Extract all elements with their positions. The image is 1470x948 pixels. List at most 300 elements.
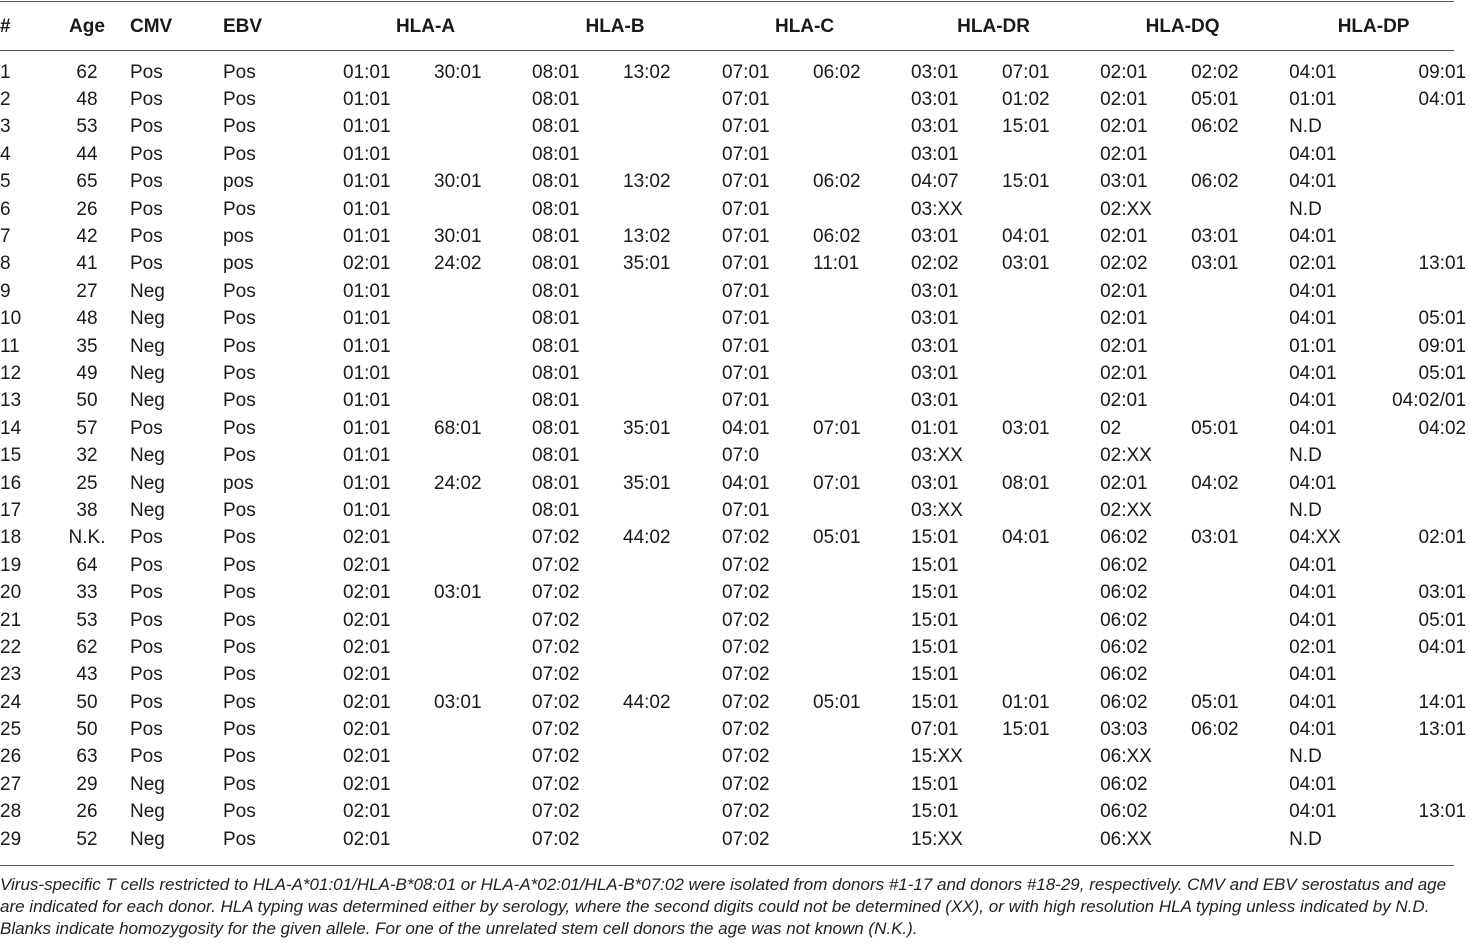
cell-cmv: Pos (130, 691, 163, 713)
cell-hla-dr-1: 03:01 (911, 61, 959, 83)
cell-ebv: Pos (223, 89, 256, 111)
table-row (0, 634, 1470, 661)
cell-hla-c-1: 07:01 (722, 143, 770, 165)
cell-hla-dr-1: 03:01 (911, 390, 959, 412)
cell-hla-dp-2 (1374, 497, 1470, 524)
cell-hla-c-1: 07:01 (722, 308, 770, 330)
cell-hla-dr-1: 15:XX (911, 746, 963, 768)
table-row (0, 141, 1470, 168)
cell-hla-a-1: 02:01 (343, 746, 391, 768)
cell-hla-dr-1: 15:01 (911, 636, 959, 658)
cell-hla-b-2 (617, 607, 710, 634)
cell-hla-a-2 (428, 826, 520, 853)
cell-hla-a-1: 02:01 (343, 554, 391, 576)
cell-ebv: Pos (223, 746, 256, 768)
cell-age: 42 (76, 226, 98, 248)
cell-hla-b-2: 13:02 (623, 61, 671, 83)
cell-hla-c-1: 07:02 (722, 554, 770, 576)
cell-hla-dp-2 (1374, 196, 1470, 223)
cell-hla-c-2 (807, 278, 899, 305)
cell-hla-dp-1: 04:01 (1289, 390, 1337, 412)
cell-age: 25 (76, 472, 98, 494)
cell-hla-dp-2: 14:01 (1418, 691, 1467, 713)
cell-hla-dq-2 (1185, 141, 1277, 168)
cell-hla-dq-2 (1185, 607, 1277, 634)
cell-hla-c-1: 07:01 (722, 362, 770, 384)
cell-hla-dp-2: 02:01 (1418, 527, 1467, 549)
cell-hla-dq-2: 06:02 (1191, 719, 1239, 741)
cell-hla-b-2 (617, 826, 710, 853)
cell-index: 13 (0, 390, 22, 412)
cell-index: 28 (0, 801, 22, 823)
cell-hla-a-2 (428, 634, 520, 661)
cell-hla-b-1: 07:02 (532, 636, 580, 658)
cell-hla-dr-1: 03:01 (911, 89, 959, 111)
cell-hla-c-1: 07:01 (722, 171, 770, 193)
cell-hla-c-2 (807, 716, 899, 743)
cell-hla-dq-2: 04:02 (1191, 472, 1239, 494)
cell-hla-b-2 (617, 86, 710, 113)
cell-hla-dp-1: N.D (1289, 828, 1322, 850)
cell-hla-dp-1: 04:01 (1289, 691, 1337, 713)
cell-hla-dp-1: 04:01 (1289, 417, 1337, 439)
cell-hla-c-2 (807, 744, 899, 771)
cell-hla-dq-2 (1185, 826, 1277, 853)
cell-hla-b-1: 07:02 (532, 801, 580, 823)
cell-hla-b-2 (617, 278, 710, 305)
cell-hla-dp-2 (1374, 744, 1470, 771)
cell-cmv: Neg (130, 280, 165, 302)
cell-hla-dr-2 (996, 552, 1088, 579)
cell-hla-b-1: 07:02 (532, 691, 580, 713)
cell-hla-dq-1: 02:01 (1100, 390, 1148, 412)
cell-age: 41 (76, 253, 98, 275)
cell-hla-b-2 (617, 579, 710, 606)
cell-hla-dr-1: 15:XX (911, 828, 963, 850)
cell-index: 25 (0, 719, 22, 741)
table-row (0, 525, 1470, 552)
cell-cmv: Pos (130, 636, 163, 658)
cell-hla-b-2: 44:02 (623, 527, 671, 549)
cell-hla-a-2 (428, 497, 520, 524)
cell-hla-a-1: 02:01 (343, 691, 391, 713)
cell-hla-dq-1: 02:01 (1100, 362, 1148, 384)
cell-age: 44 (76, 143, 98, 165)
cell-ebv: Pos (223, 691, 256, 713)
cell-hla-dr-2: 07:01 (1002, 61, 1050, 83)
cell-ebv: Pos (223, 609, 256, 631)
cell-hla-dq-1: 06:02 (1100, 801, 1148, 823)
table-row (0, 251, 1470, 278)
cell-ebv: Pos (223, 362, 256, 384)
table-row (0, 306, 1470, 333)
cell-hla-dr-2: 04:01 (1002, 527, 1050, 549)
cell-age: 64 (76, 554, 98, 576)
cell-ebv: Pos (223, 636, 256, 658)
cell-hla-a-1: 02:01 (343, 773, 391, 795)
cell-age: 29 (76, 773, 98, 795)
cell-index: 24 (0, 691, 22, 713)
cell-hla-dr-2 (996, 360, 1088, 387)
cell-ebv: Pos (223, 335, 256, 357)
cell-hla-a-1: 01:01 (343, 280, 391, 302)
cell-hla-b-1: 08:01 (532, 143, 580, 165)
cell-hla-a-2 (428, 607, 520, 634)
cell-hla-b-1: 07:02 (532, 828, 580, 850)
cell-cmv: Pos (130, 554, 163, 576)
cell-cmv: Pos (130, 527, 163, 549)
cell-hla-b-1: 08:01 (532, 335, 580, 357)
cell-hla-c-1: 07:01 (722, 89, 770, 111)
cell-ebv: Pos (223, 445, 256, 467)
cell-hla-c-2: 07:01 (813, 417, 861, 439)
header-cmv: CMV (130, 16, 173, 37)
cell-hla-b-1: 08:01 (532, 390, 580, 412)
cell-hla-c-2 (807, 86, 899, 113)
cell-hla-c-2: 06:02 (813, 61, 861, 83)
cell-hla-c-1: 07:01 (722, 499, 770, 521)
cell-hla-b-2 (617, 306, 710, 333)
cell-ebv: Pos (223, 582, 256, 604)
cell-ebv: Pos (223, 664, 256, 686)
cell-hla-dq-1: 02:01 (1100, 335, 1148, 357)
bottom-rule (0, 865, 1454, 866)
cell-hla-dq-2 (1185, 278, 1277, 305)
cell-index: 23 (0, 664, 22, 686)
cell-hla-dp-1: 04:01 (1289, 308, 1337, 330)
top-rule (0, 1, 1454, 2)
cell-hla-c-1: 07:02 (722, 609, 770, 631)
cell-hla-b-2: 35:01 (623, 253, 671, 275)
cell-hla-dp-1: 04:XX (1289, 527, 1341, 549)
cell-hla-b-1: 07:02 (532, 719, 580, 741)
cell-hla-c-2: 11:01 (813, 253, 860, 275)
cell-hla-dp-2 (1374, 278, 1470, 305)
cell-hla-dr-2 (996, 826, 1088, 853)
table-row (0, 388, 1470, 415)
cell-hla-dp-1: 04:01 (1289, 61, 1337, 83)
cell-hla-dp-1: 04:01 (1289, 719, 1337, 741)
cell-hla-dq-1: 06:XX (1100, 828, 1152, 850)
cell-hla-c-2 (807, 771, 899, 798)
cell-hla-c-1: 07:01 (722, 61, 770, 83)
cell-hla-a-2 (428, 360, 520, 387)
cell-age: 38 (76, 499, 98, 521)
cell-cmv: Neg (130, 499, 165, 521)
cell-hla-b-1: 07:02 (532, 773, 580, 795)
cell-hla-b-1: 08:01 (532, 198, 580, 220)
cell-age: 62 (76, 636, 98, 658)
cell-hla-dq-1: 06:02 (1100, 554, 1148, 576)
cell-hla-dq-2: 05:01 (1191, 89, 1239, 111)
cell-hla-a-1: 01:01 (343, 499, 391, 521)
cell-hla-c-1: 07:02 (722, 636, 770, 658)
cell-hla-a-1: 01:01 (343, 89, 391, 111)
cell-age: 53 (76, 609, 98, 631)
cell-hla-a-1: 01:01 (343, 472, 391, 494)
cell-ebv: Pos (223, 61, 256, 83)
cell-hla-dp-2 (1374, 169, 1470, 196)
cell-hla-dq-1: 03:01 (1100, 171, 1148, 193)
table-row (0, 799, 1470, 826)
cell-hla-dr-1: 03:XX (911, 198, 963, 220)
cell-hla-b-2 (617, 497, 710, 524)
cell-index: 2 (0, 89, 11, 111)
cell-hla-dq-2: 05:01 (1191, 417, 1239, 439)
cell-hla-dr-1: 07:01 (911, 719, 959, 741)
cell-age: 50 (76, 691, 98, 713)
cell-index: 21 (0, 609, 22, 631)
cell-hla-c-1: 07:01 (722, 335, 770, 357)
cell-hla-b-2 (617, 196, 710, 223)
cell-hla-dr-2 (996, 744, 1088, 771)
cell-age: 43 (76, 664, 98, 686)
cell-hla-a-2 (428, 744, 520, 771)
cell-hla-dr-2 (996, 579, 1088, 606)
cell-hla-dq-2 (1185, 634, 1277, 661)
table-row (0, 497, 1470, 524)
cell-hla-c-1: 07:02 (722, 746, 770, 768)
cell-hla-dr-1: 03:01 (911, 280, 959, 302)
cell-hla-dq-2: 06:02 (1191, 171, 1239, 193)
cell-hla-dp-2: 13:01 (1418, 253, 1467, 275)
cell-age: 65 (76, 171, 98, 193)
cell-age: 48 (76, 89, 98, 111)
cell-hla-dp-1: 01:01 (1289, 335, 1337, 357)
cell-ebv: Pos (223, 773, 256, 795)
cell-index: 7 (0, 226, 11, 248)
cell-hla-b-1: 08:01 (532, 253, 580, 275)
cell-hla-dp-2: 05:01 (1418, 609, 1467, 631)
cell-hla-dq-2: 03:01 (1191, 226, 1239, 248)
cell-hla-dp-2: 13:01 (1418, 719, 1467, 741)
cell-hla-a-1: 01:01 (343, 143, 391, 165)
cell-index: 12 (0, 362, 22, 384)
cell-hla-dr-2: 03:01 (1002, 417, 1050, 439)
cell-hla-a-2: 03:01 (434, 582, 482, 604)
cell-hla-dq-1: 02:XX (1100, 499, 1152, 521)
cell-hla-b-2 (617, 388, 710, 415)
cell-index: 1 (0, 61, 11, 83)
header-index: # (0, 16, 11, 37)
cell-index: 8 (0, 253, 11, 275)
cell-hla-dq-2: 02:02 (1191, 61, 1239, 83)
cell-index: 19 (0, 554, 22, 576)
cell-age: 48 (76, 308, 98, 330)
cell-age: 33 (76, 582, 98, 604)
cell-hla-dr-2 (996, 141, 1088, 168)
cell-cmv: Pos (130, 664, 163, 686)
cell-hla-dq-2 (1185, 552, 1277, 579)
cell-hla-dq-1: 06:XX (1100, 746, 1152, 768)
cell-hla-dr-1: 15:01 (911, 527, 959, 549)
cell-hla-dr-2 (996, 497, 1088, 524)
cell-hla-dp-1: 04:01 (1289, 171, 1337, 193)
cell-hla-dq-1: 02:01 (1100, 143, 1148, 165)
cell-hla-b-2: 13:02 (623, 171, 671, 193)
cell-cmv: Pos (130, 417, 163, 439)
cell-hla-dq-2 (1185, 388, 1277, 415)
cell-hla-a-2 (428, 114, 520, 141)
cell-index: 27 (0, 773, 22, 795)
cell-cmv: Pos (130, 116, 163, 138)
cell-hla-a-2 (428, 141, 520, 168)
cell-ebv: Pos (223, 828, 256, 850)
cell-cmv: Pos (130, 609, 163, 631)
cell-hla-a-2: 30:01 (434, 61, 482, 83)
cell-hla-a-1: 01:01 (343, 445, 391, 467)
cell-hla-a-1: 01:01 (343, 198, 391, 220)
cell-hla-dp-2: 09:01 (1418, 335, 1467, 357)
cell-hla-dp-2: 04:01 (1418, 636, 1467, 658)
cell-ebv: Pos (223, 499, 256, 521)
cell-hla-dp-1: 04:01 (1289, 773, 1337, 795)
cell-cmv: Pos (130, 226, 163, 248)
cell-hla-a-1: 02:01 (343, 582, 391, 604)
cell-hla-dp-2 (1374, 223, 1470, 250)
cell-hla-a-2 (428, 662, 520, 689)
cell-hla-dr-1: 15:01 (911, 691, 959, 713)
cell-hla-c-1: 07:01 (722, 390, 770, 412)
cell-hla-a-1: 02:01 (343, 719, 391, 741)
cell-hla-b-1: 08:01 (532, 445, 580, 467)
cell-hla-dq-2 (1185, 196, 1277, 223)
cell-hla-c-2 (807, 634, 899, 661)
cell-hla-b-1: 08:01 (532, 499, 580, 521)
cell-hla-dp-1: N.D (1289, 746, 1322, 768)
cell-hla-dp-1: 01:01 (1289, 89, 1337, 111)
cell-hla-dp-1: 02:01 (1289, 253, 1337, 275)
cell-cmv: Neg (130, 335, 165, 357)
cell-hla-dq-2 (1185, 333, 1277, 360)
cell-cmv: Pos (130, 746, 163, 768)
cell-hla-dp-2 (1374, 442, 1470, 469)
table-row (0, 223, 1470, 250)
cell-ebv: Pos (223, 417, 256, 439)
cell-hla-a-2 (428, 552, 520, 579)
cell-hla-dr-1: 15:01 (911, 801, 959, 823)
cell-hla-dp-2 (1374, 470, 1470, 497)
table-row (0, 716, 1470, 743)
table-row (0, 278, 1470, 305)
cell-hla-dr-2: 03:01 (1002, 253, 1050, 275)
cell-hla-dp-1: 04:01 (1289, 280, 1337, 302)
cell-hla-c-1: 07:02 (722, 828, 770, 850)
cell-hla-b-2 (617, 744, 710, 771)
cell-hla-b-1: 08:01 (532, 417, 580, 439)
cell-age: 26 (76, 801, 98, 823)
cell-hla-a-1: 01:01 (343, 417, 391, 439)
cell-hla-b-2 (617, 662, 710, 689)
cell-index: 9 (0, 280, 11, 302)
table-row (0, 360, 1470, 387)
cell-hla-dq-1: 02:01 (1100, 89, 1148, 111)
header-hla-dq: HLA-DQ (1145, 16, 1220, 37)
cell-age: 53 (76, 116, 98, 138)
cell-hla-dr-2 (996, 634, 1088, 661)
cell-hla-a-2 (428, 388, 520, 415)
cell-hla-a-1: 01:01 (343, 362, 391, 384)
cell-hla-a-1: 02:01 (343, 527, 391, 549)
table-row (0, 442, 1470, 469)
cell-hla-dq-2 (1185, 799, 1277, 826)
cell-hla-dp-2: 09:01 (1418, 61, 1467, 83)
cell-hla-b-1: 08:01 (532, 61, 580, 83)
cell-hla-dp-1: N.D (1289, 116, 1322, 138)
cell-hla-dr-2 (996, 799, 1088, 826)
cell-hla-dr-1: 03:01 (911, 143, 959, 165)
cell-index: 6 (0, 198, 11, 220)
cell-index: 11 (0, 335, 20, 357)
table-row (0, 86, 1470, 113)
cell-ebv: pos (223, 226, 254, 248)
cell-hla-dp-1: 04:01 (1289, 664, 1337, 686)
header-row (0, 8, 1470, 46)
cell-hla-dq-1: 06:02 (1100, 773, 1148, 795)
cell-hla-dp-1: 04:01 (1289, 609, 1337, 631)
cell-hla-dr-2: 01:02 (1002, 89, 1050, 111)
cell-hla-dq-1: 06:02 (1100, 609, 1148, 631)
cell-hla-c-1: 07:01 (722, 198, 770, 220)
table-row (0, 771, 1470, 798)
cell-hla-dq-2 (1185, 771, 1277, 798)
cell-hla-dp-2: 05:01 (1418, 362, 1467, 384)
cell-hla-dq-1: 02:01 (1100, 280, 1148, 302)
cell-index: 16 (0, 472, 22, 494)
cell-hla-dr-1: 03:01 (911, 308, 959, 330)
hla-table (0, 8, 1470, 853)
cell-index: 20 (0, 582, 22, 604)
header-hla-c: HLA-C (774, 16, 835, 37)
cell-hla-b-1: 08:01 (532, 362, 580, 384)
cell-hla-b-2 (617, 114, 710, 141)
cell-hla-a-1: 01:01 (343, 335, 391, 357)
cell-hla-dp-2 (1374, 662, 1470, 689)
cell-hla-c-2: 06:02 (813, 171, 861, 193)
cell-hla-c-2 (807, 114, 899, 141)
cell-cmv: Pos (130, 719, 163, 741)
cell-hla-b-2: 35:01 (623, 417, 671, 439)
cell-hla-dq-2 (1185, 497, 1277, 524)
cell-hla-c-2 (807, 141, 899, 168)
table-row (0, 196, 1470, 223)
header-hla-b: HLA-B (585, 16, 645, 37)
cell-hla-b-1: 07:02 (532, 527, 580, 549)
cell-hla-c-1: 07:02 (722, 691, 770, 713)
cell-hla-c-2: 05:01 (813, 691, 861, 713)
cell-cmv: Neg (130, 308, 165, 330)
cell-hla-b-2 (617, 799, 710, 826)
cell-ebv: Pos (223, 198, 256, 220)
cell-hla-c-2 (807, 497, 899, 524)
cell-hla-dr-2 (996, 607, 1088, 634)
table-footnote: Virus-specific T cells restricted to HLA-A*01:01/HLA-B*08:01 or HLA-A*02:01/HLA-B*07:02 were isolated from donors #1-17 and donors #18-29, respectively. CMV and EBV serostatus and age are indicated for each donor. HLA typing was determined either by serology, where the second digits could not be determined (XX), or with high resolution HLA typing unless indicated by N.D. Blanks indicate homozygosity for the given allele. For one of the unrelated stem cell donors the age was not known (N.K.). (0, 875, 1447, 938)
cell-hla-dp-1: 04:01 (1289, 143, 1337, 165)
cell-ebv: Pos (223, 308, 256, 330)
cell-hla-dp-2 (1374, 826, 1470, 853)
cell-hla-dq-2 (1185, 579, 1277, 606)
cell-hla-dr-2: 15:01 (1002, 116, 1050, 138)
cell-hla-c-2 (807, 333, 899, 360)
cell-hla-a-1: 01:01 (343, 171, 391, 193)
cell-hla-c-1: 07:01 (722, 253, 770, 275)
cell-hla-dp-2: 04:02/01 (1392, 390, 1467, 412)
cell-hla-dr-1: 02:02 (911, 253, 959, 275)
cell-hla-dp-1: 04:01 (1289, 554, 1337, 576)
cell-age: N.K. (68, 527, 106, 549)
cell-hla-dq-2: 05:01 (1191, 691, 1239, 713)
cell-ebv: pos (223, 253, 254, 275)
